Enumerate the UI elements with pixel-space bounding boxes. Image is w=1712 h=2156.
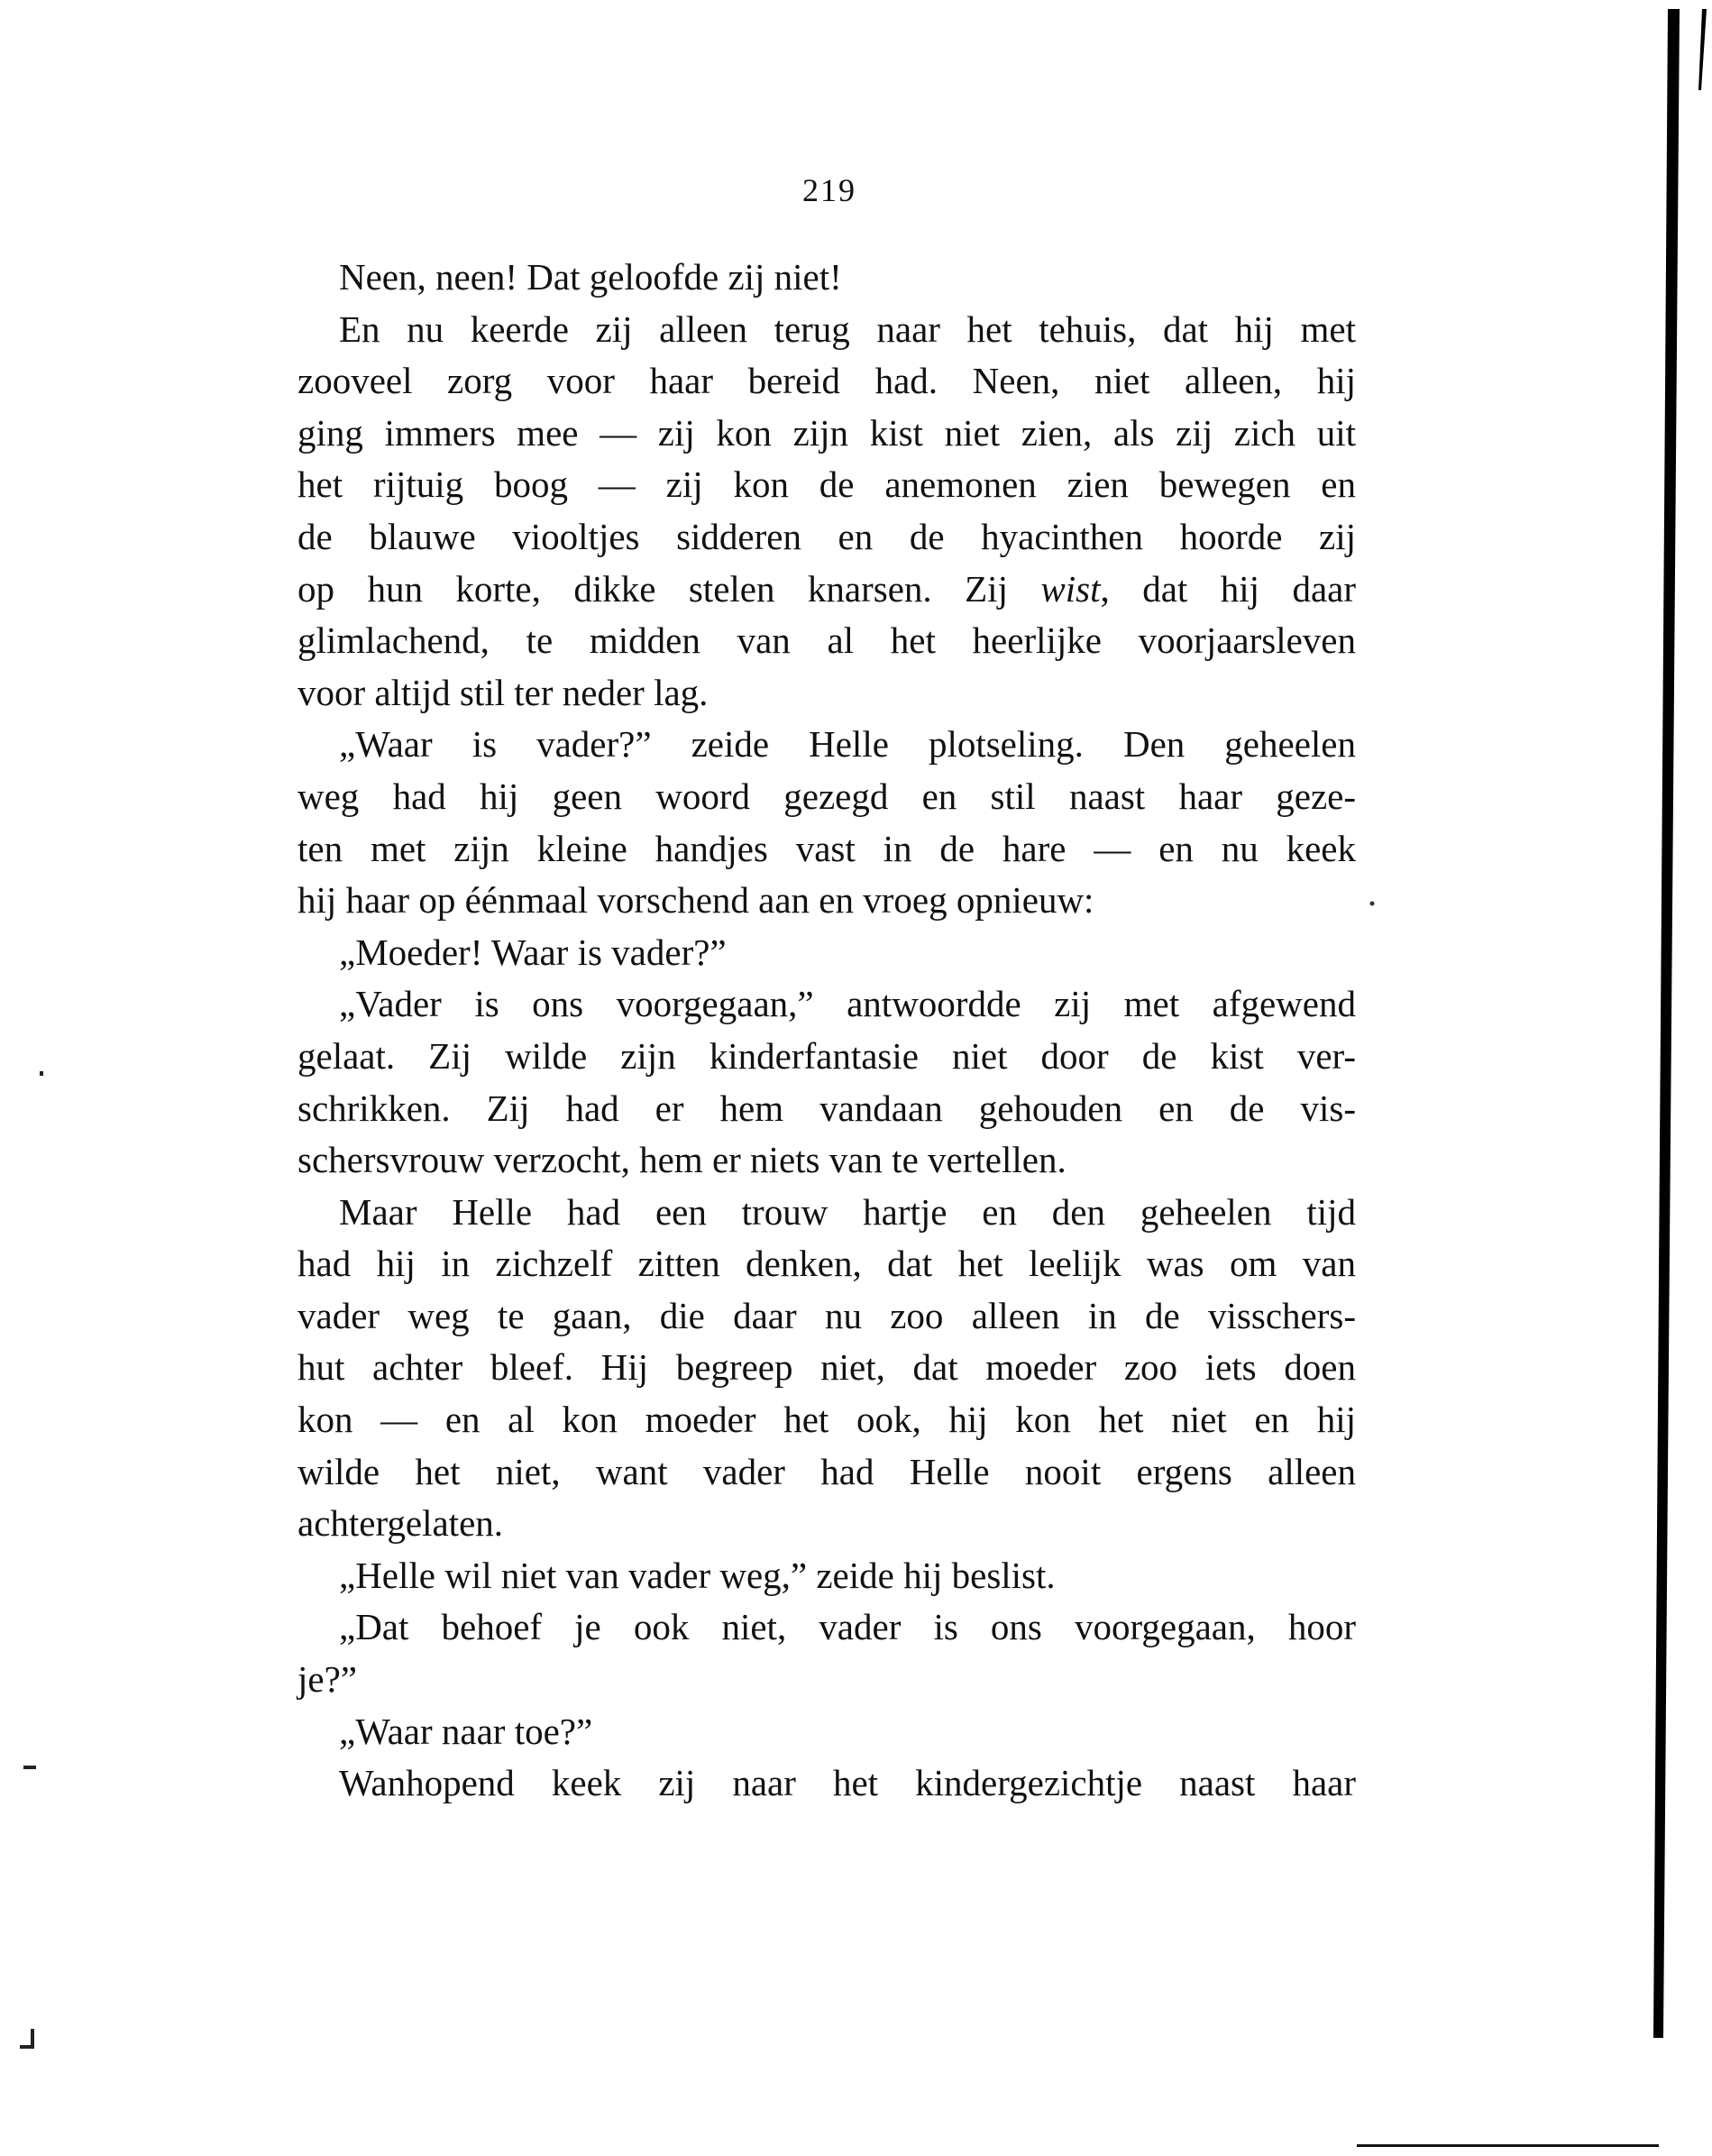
text-line: zooveel zorg voor haar bereid had. Neen, niet alleen, hij: [298, 360, 1356, 402]
text-line: weg had hij geen woord gezegd en stil naast haar geze-: [298, 775, 1356, 817]
text-line: „Vader is ons voorgegaan,” antwoordde zij met afgewend: [339, 983, 1356, 1025]
text-line: Maar Helle had een trouw hartje en den geheelen tijd: [339, 1190, 1356, 1233]
text-line: kon — en al kon moeder het ook, hij kon het niet en hij: [298, 1399, 1356, 1441]
binding-shadow-thin: [1698, 9, 1707, 90]
text-line: voor altijd stil ter neder lag.: [298, 671, 709, 713]
text-line: vader weg te gaan, die daar nu zoo alleen in de visschers-: [298, 1294, 1356, 1336]
scan-speck: [23, 1766, 36, 1769]
text-line: „Waar is vader?” zeide Helle plotseling. Den geheelen: [339, 723, 1356, 766]
page-number: 219: [802, 172, 856, 208]
text-line: gelaat. Zij wilde zijn kinderfantasie niet door de kist ver-: [298, 1034, 1356, 1077]
text-line: je?”: [298, 1658, 357, 1701]
emphasized-word: wist: [1040, 567, 1101, 610]
scan-speck: [20, 2029, 32, 2047]
text-line: schersvrouw verzocht, hem er niets van te vertellen.: [298, 1139, 1067, 1181]
bottom-edge-line: [1357, 2144, 1659, 2147]
text-line: „Waar naar toe?”: [339, 1710, 593, 1752]
text-line: achtergelaten.: [298, 1502, 504, 1545]
text-line: Neen, neen! Dat geloofde zij niet!: [339, 256, 842, 298]
text-line: „Dat behoef je ook niet, vader is ons voorgegaan, hoor: [339, 1606, 1356, 1648]
text-line: glimlachend, te midden van al het heerlijke voorjaarsleven: [298, 619, 1356, 662]
binding-shadow-bar: [1653, 9, 1680, 2038]
text-line: „Moeder! Waar is vader?”: [339, 931, 727, 973]
text-line: En nu keerde zij alleen terug naar het tehuis, dat hij met: [339, 307, 1356, 350]
text-segment: op hun korte, dikke stelen knarsen. Zij: [298, 567, 1041, 610]
text-line: wilde het niet, want vader had Helle nooit ergens alleen: [298, 1450, 1356, 1492]
scan-speck: [1370, 902, 1375, 906]
text-line: schrikken. Zij had er hem vandaan gehouden en de vis-: [298, 1087, 1356, 1129]
text-line: het rijtuig boog — zij kon de anemonen zien bewegen en: [298, 463, 1356, 506]
scan-speck: [40, 1071, 43, 1076]
text-line: Wanhopend keek zij naar het kindergezichtje naast haar: [339, 1762, 1356, 1804]
text-line: hij haar op éénmaal vorschend aan en vroeg opnieuw:: [298, 879, 1094, 922]
text-line: „Helle wil niet van vader weg,” zeide hij beslist.: [339, 1554, 1056, 1596]
text-segment: , dat hij daar: [1100, 567, 1357, 610]
text-line: hut achter bleef. Hij begreep niet, dat moeder zoo iets doen: [298, 1346, 1356, 1389]
text-line: ten met zijn kleine handjes vast in de hare — en nu keek: [298, 827, 1356, 869]
text-line: ging immers mee — zij kon zijn kist niet zien, als zij zich uit: [298, 411, 1356, 454]
text-line: de blauwe viooltjes sidderen en de hyacinthen hoorde zij: [298, 515, 1356, 557]
text-line: had hij in zichzelf zitten denken, dat het leelijk was om van: [298, 1243, 1356, 1285]
